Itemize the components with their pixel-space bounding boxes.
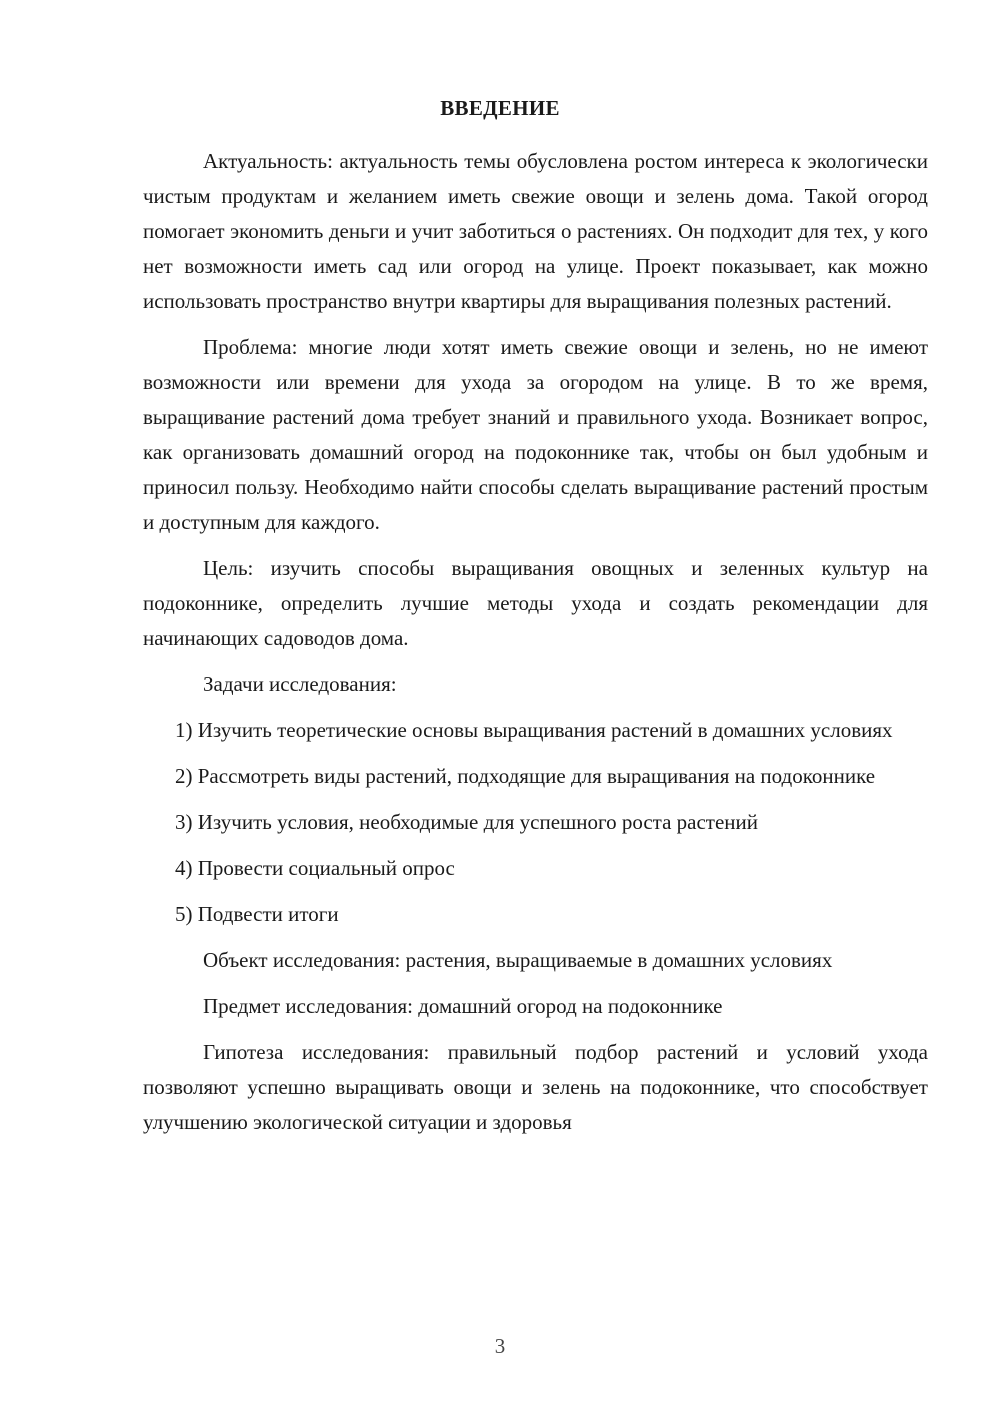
paragraph-hypothesis: Гипотеза исследования: правильный подбор растений и условий ухода позволяют успешно выращивать овощи и зелень на подоконнике, что способствует улучшению экологической ситуации и здоровья xyxy=(143,1040,928,1134)
paragraph-object: Объект исследования: растения, выращиваемые в домашних условиях xyxy=(203,948,833,972)
task-item: 3) Изучить условия, необходимые для успешного роста растений xyxy=(175,810,759,834)
task-item: 2) Рассмотреть виды растений, подходящие для выращивания на подоконнике xyxy=(175,764,876,788)
tasks-heading: Задачи исследования: xyxy=(203,672,397,696)
page-title: ВВЕДЕНИЕ xyxy=(440,96,560,120)
page-body xyxy=(143,144,928,1140)
paragraph-goal: Цель: изучить способы выращивания овощных и зеленных культур на подоконнике, определить лучшие методы ухода и создать рекомендации для начинающих садоводов дома. xyxy=(143,556,928,650)
task-item: 5) Подвести итоги xyxy=(175,902,339,926)
page-number: 3 xyxy=(494,1334,506,1358)
task-item: 4) Провести социальный опрос xyxy=(175,856,455,880)
paragraph-problem: Проблема: многие люди хотят иметь свежие овощи и зелень, но не имеют возможности или времени для ухода за огородом на улице. В то же время, выращивание растений дома требует знаний и правильного ухода. Возникает вопрос, как организовать домашний огород на подоконнике так, чтобы он был удобным и приносил пользу. Необходимо найти способы сделать выращивание растений простым и доступным для каждого. xyxy=(143,335,928,534)
paragraph-relevance: Актуальность: актуальность темы обусловлена ростом интереса к экологически чистым продуктам и желанием иметь свежие овощи и зелень дома. Такой огород помогает экономить деньги и учит заботиться о растениях. Он подходит для тех, у кого нет возможности иметь сад или огород на улице. Проект показывает, как можно использовать пространство внутри квартиры для выращивания полезных растений. xyxy=(143,149,928,313)
paragraph-subject: Предмет исследования: домашний огород на подоконнике xyxy=(203,994,723,1018)
task-item: 1) Изучить теоретические основы выращивания растений в домашних условиях xyxy=(175,718,893,742)
